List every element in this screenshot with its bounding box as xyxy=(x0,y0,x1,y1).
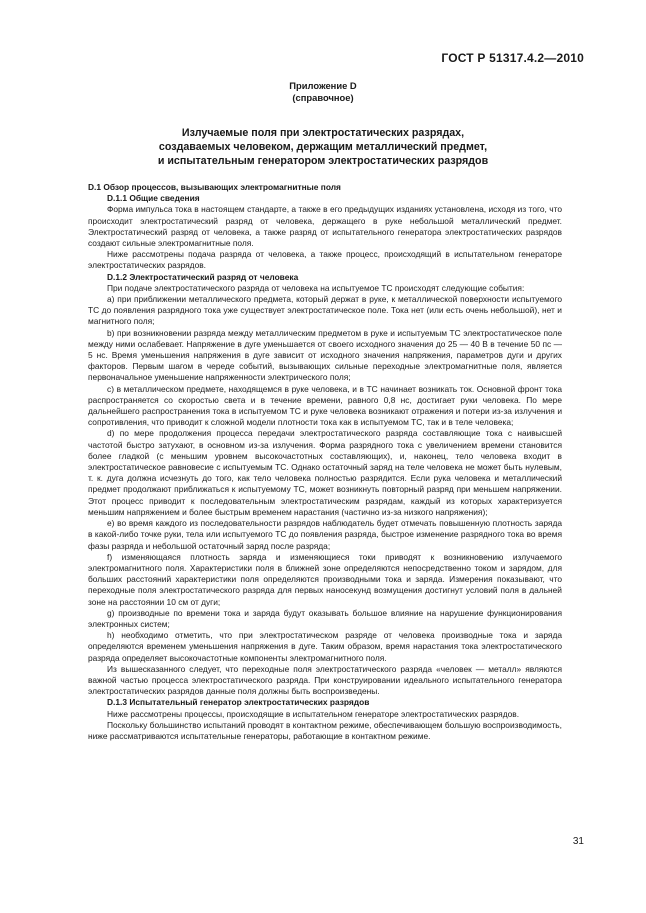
body-paragraph: Ниже рассмотрены процессы, происходящие в испытательном генераторе электростатических разрядов. xyxy=(107,708,520,719)
body-paragraph: Форма импульса тока в настоящем стандарте, а также в его предыдущих изданиях установлена, исходя из того, что происходит электростатический разряд от человека, держащего в руке небольшой металлический предмет. Электростатический разряд от человека, а также разряд от испытательного генератора электростатических разрядов создают сильные электромагнитные поля. xyxy=(88,204,562,249)
section-heading: D.1.1 Общие сведения xyxy=(107,193,200,204)
body-paragraph: f) изменяющаяся плотность заряда и изменяющиеся токи приводят к возникновению излучаемого электромагнитного поля. Характеристики поля в ближней зоне определяются непосредственно током и зарядом, для больших расстояний характеристики поля определяются производными тока и заряда. Измерения показывают, что переходные поля электростатического разряда для первых наносекунд возмущения достигнут условий поля в дальней зоне на расстоянии 10 см от дуги; xyxy=(88,551,562,607)
title-line: и испытательным генератором электростатических разрядов xyxy=(157,155,489,168)
body-paragraph: При подаче электростатического разряда от человека на испытуемое ТС происходят следующие события: xyxy=(107,282,525,293)
body-paragraph: c) в металлическом предмете, находящемся в руке человека, и в ТС начинает возникать ток. Основной фронт тока распространяется со скоростью света и в течение времени, равного 0,8 нс, достигает руки человека. По мере дальнейшего распространения тока в испытуемом ТС и руке человека возникают отражения и потери из-за излучения и сопротивления, что приводит к сложной модели плотности тока как в испытуемом ТС, так и в теле человека; xyxy=(88,383,562,428)
standard-code: ГОСТ Р 51317.4.2—2010 xyxy=(441,51,584,65)
section-heading: D.1.3 Испытательный генератор электростатических разрядов xyxy=(107,697,370,708)
body-paragraph: d) по мере продолжения процесса передачи электростатического разряда составляющие тока с наивысшей частотой быстро затухают, в основном из-за излучения. Форма разрядного тока с увеличением времени становится более гладкой (с меньшим уровнем высокочастотных составляющих), и, наконец, тело человека входит в электростатическое равновесие с испытуемым ТС. Однако остаточный заряд на теле человека не может быть нулевым, т. к. дуга должна исчезнуть до того, как тело человека полностью разрядится. Если рука человека и металлический предмет продолжают приближаться к испытуемому ТС, может возникнуть повторный разряд при меньшем напряжении. Этот процесс приводит к последовательным электростатическим разрядам, каждый из которых характеризуется меньшим напряжением и более быстрым временем нарастания (частично из-за низкого напряжения); xyxy=(88,428,562,517)
section-heading: D.1 Обзор процессов, вызывающих электромагнитные поля xyxy=(88,182,341,192)
body-paragraph: e) во время каждого из последовательности разрядов наблюдатель будет отмечать повышенную плотность заряда в какой-либо точке руки, тела или испытуемого ТС до появления разряда, быстрое изменение разрядного тока во время фазы разряда и небольшой остаточный заряд после разряда; xyxy=(88,518,562,551)
body-paragraph: h) необходимо отметить, что при электростатическом разряде от человека производные тока и заряда определяются временем уменьшения напряжения в дуге. Таким образом, время нарастания тока электростатического разряда определяет высокочастотные компоненты электромагнитного поля. xyxy=(88,630,562,663)
title-line: создаваемых человеком, держащим металлический предмет, xyxy=(158,141,488,154)
body-paragraph: Поскольку большинство испытаний проводят в контактном режиме, обеспечивающем большую воспроизводимость, ниже рассматриваются испытательные генераторы, работающие в контактном режиме. xyxy=(88,719,562,741)
title-line: Излучаемые поля при электростатических разрядах, xyxy=(181,127,465,139)
page-number: 31 xyxy=(572,836,584,847)
annex-type: (справочное) xyxy=(292,92,354,103)
body-paragraph: a) при приближении металлического предмета, который держат в руке, к металлической поверхности испытуемого ТС до появления разрядного тока уже существует электростатическое поле. Тока нет (или есть очень небольшой), нет и магнитного поля; xyxy=(88,294,562,327)
body-paragraph: g) производные по времени тока и заряда будут оказывать большое влияние на нарушение функционирования электронных систем; xyxy=(88,607,562,629)
section-heading: D.1.2 Электростатический разряд от человека xyxy=(107,271,299,282)
annex-heading xyxy=(0,80,646,104)
document-title xyxy=(0,126,646,169)
body-paragraph: Из вышесказанного следует, что переходные поля электростатического разряда «человек — металл» являются важной частью процесса электростатического разряда. При конструировании идеального испытательного генератора электростатических разрядов данные поля должны быть воспроизведены. xyxy=(88,663,562,697)
body-paragraph: Ниже рассмотрены подача разряда от человека, а также процесс, происходящий в испытательном генераторе электростатических разрядов. xyxy=(88,249,562,271)
document-body xyxy=(88,182,562,742)
body-paragraph: b) при возникновении разряда между металлическим предметом в руке и испытуемым ТС электростатическое поле между ними ослабевает. Напряжение в дуге уменьшается от своего исходного значения до 25 — 40 В в течение 50 пс — 5 нс. Время уменьшения напряжения в дуге зависит от исходного значения напряжения, параметров дуги и других факторов. Первым шагом в череде событий, вызывающих сильные переходные электромагнитные поля, является первоначальное уменьшение напряженности электрического поля; xyxy=(88,327,562,383)
annex-label: Приложение D xyxy=(289,80,357,91)
